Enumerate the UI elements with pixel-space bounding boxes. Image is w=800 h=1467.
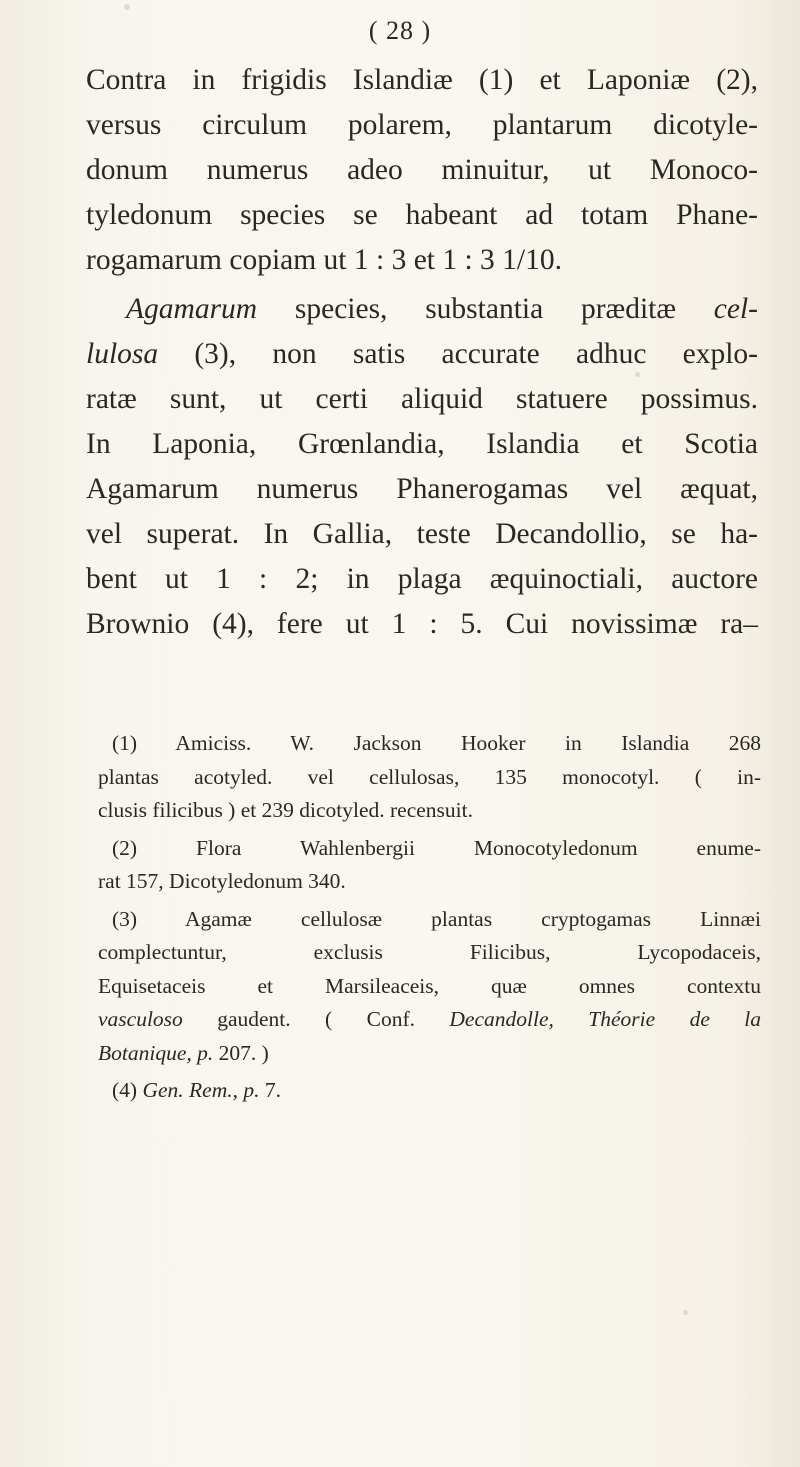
footnote-line: (3) Agamæ cellulosæ plantas cryptogamas Linnæi [112, 906, 761, 931]
text-fragment: 207. ) [213, 1040, 269, 1065]
footnote-3 [98, 903, 761, 1071]
italic-term: vasculoso [98, 1007, 183, 1031]
text-line: In Laponia, Grœnlandia, Islandia et Scotia [86, 428, 758, 460]
text-line: donum numerus adeo minuitur, ut Monoco- [86, 154, 758, 186]
footnotes [98, 727, 761, 1108]
italic-term: Gen. Rem., p. [142, 1078, 260, 1102]
text-fragment: 7. [259, 1078, 281, 1102]
footnote-ref: (3) [194, 338, 229, 370]
text-line: ratæ sunt, ut certi aliquid statuere possimus. [86, 383, 758, 415]
text-line: rogamarum copiam ut 1 : 3 et 1 : 3 1/10. [86, 244, 563, 276]
text-line: Brownio (4), fere ut 1 : 5. Cui novissimæ ra– [86, 608, 758, 640]
paper-stain [683, 1310, 688, 1315]
page-number: ( 28 ) [368, 16, 432, 45]
footnote-2 [98, 832, 761, 899]
text-line: Agamarum numerus Phanerogamas vel æquat, [86, 473, 758, 505]
italic-term: Agamarum [126, 293, 258, 325]
italic-term: lulosa [86, 338, 159, 370]
italic-term: Botanique, p. [98, 1040, 214, 1065]
footnote-line: Equisetaceis et Marsileaceis, quæ omnes contextu [98, 973, 761, 998]
footnote-line: clusis filicibus ) et 239 dicotyled. recensuit. [98, 798, 473, 822]
text-line [86, 287, 758, 332]
footnote-line: rat 157, Dicotyledonum 340. [98, 869, 346, 893]
text-fragment: species, substantia præditæ [294, 293, 677, 325]
footnote-line: plantas acotyled. vel cellulosas, 135 monocotyl. ( in- [98, 764, 761, 789]
paper-stain [124, 4, 130, 10]
footnote-line [98, 1074, 761, 1108]
footnote-line [98, 1037, 761, 1071]
text-line: bent ut 1 : 2; in plaga æquinoctiali, auctore [86, 563, 758, 595]
footnote-label: (4) [112, 1078, 143, 1102]
text-line: tyledonum species se habeant ad totam Phane- [86, 199, 758, 231]
italic-term: Decandolle, Théorie de la [449, 1007, 761, 1031]
text-line: versus circulum polarem, plantarum dicotyle- [86, 109, 758, 141]
footnote-4 [98, 1074, 761, 1108]
text-line: vel superat. In Gallia, teste Decandollio, se ha- [86, 518, 758, 550]
footnote-line: (2) Flora Wahlenbergii Monocotyledonum enume- [112, 835, 761, 860]
main-text [86, 58, 758, 647]
text-fragment: gaudent. ( Conf. [182, 1007, 450, 1031]
text-fragment: , non satis accurate adhuc explo- [228, 338, 759, 370]
text-line [86, 332, 758, 377]
footnote-line: (1) Amiciss. W. Jackson Hooker in Islandia 268 [112, 731, 761, 755]
footnote-line [98, 1003, 761, 1037]
footnote-1 [98, 727, 761, 828]
footnote-line: complectuntur, exclusis Filicibus, Lycopodaceis, [98, 940, 761, 964]
italic-term: cel- [713, 293, 758, 325]
text-line: Contra in frigidis Islandiæ (1) et Laponiæ (2), [86, 64, 758, 96]
